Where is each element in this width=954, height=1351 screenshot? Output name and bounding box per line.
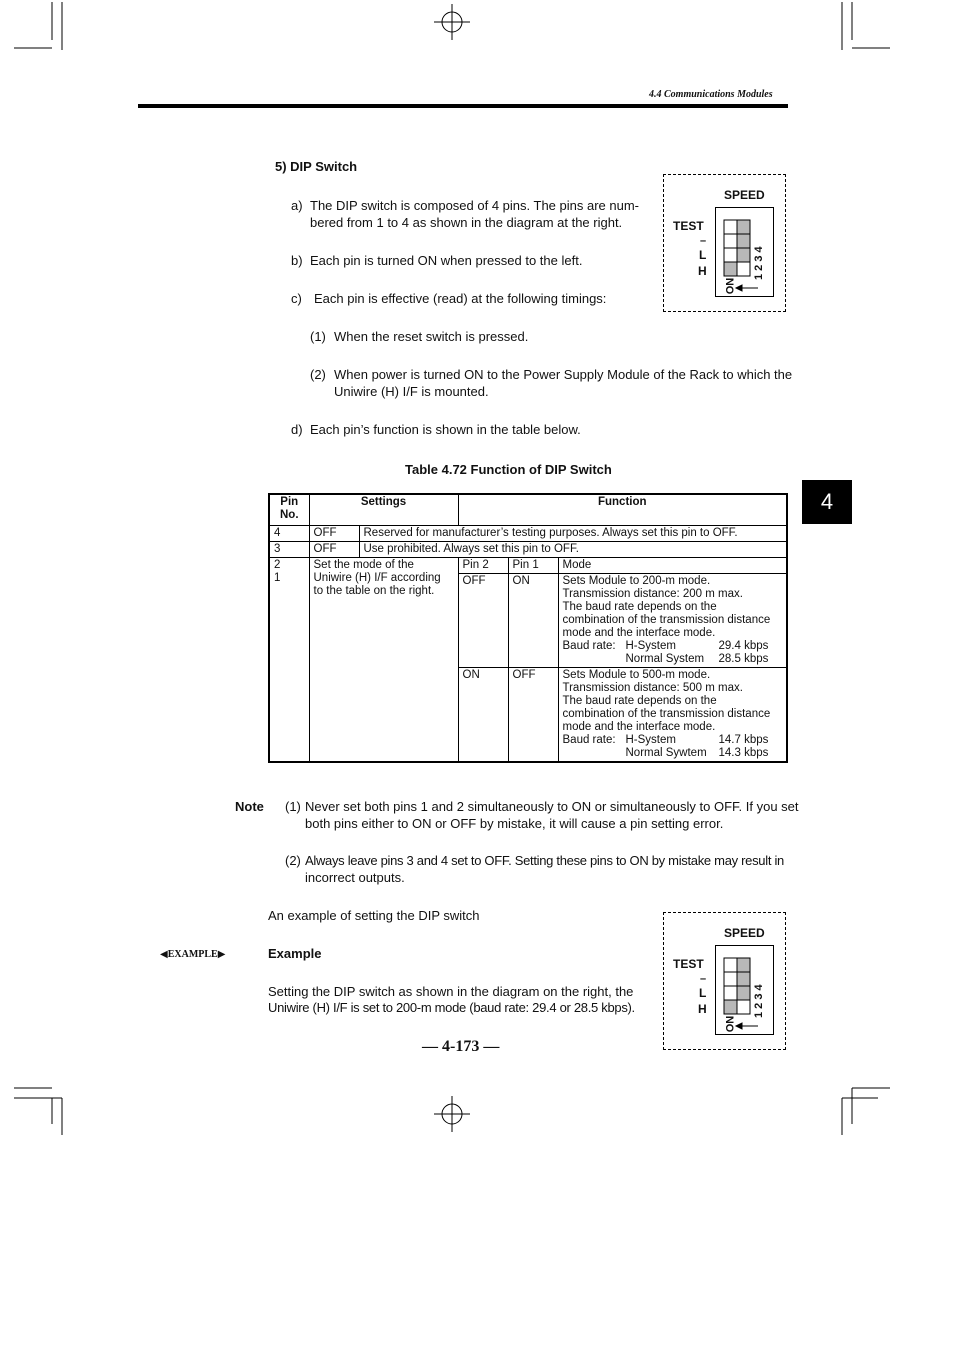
sub-header-pin-1: Pin 1 bbox=[508, 557, 558, 573]
mode-2-rate-1: 14.7 kbps bbox=[718, 733, 769, 746]
row-4-setting: OFF bbox=[309, 525, 359, 541]
header-pin-no bbox=[269, 494, 309, 525]
mode-2-line-3: The baud rate depends on the bbox=[562, 694, 717, 707]
row-4-function: Reserved for manufacturer’s testing purposes. Always set this pin to OFF. bbox=[359, 525, 787, 541]
row-21-pins bbox=[269, 557, 309, 762]
item-c2-text-2: Uniwire (H) I/F is mounted. bbox=[334, 384, 489, 399]
mode-1-line-3: The baud rate depends on the bbox=[562, 600, 717, 613]
mode-2-baud-row-1 bbox=[563, 734, 783, 747]
ex-pin-2-left bbox=[724, 986, 737, 1000]
pin-4-right bbox=[737, 220, 750, 234]
mode-2-pin-2: ON bbox=[458, 667, 508, 762]
triangle-left-icon: ◀ bbox=[160, 949, 168, 960]
example-text-2: Uniwire (H) I/F is set to 200-m mode (baud rate: 29.4 or 28.5 kbps). bbox=[268, 1000, 635, 1015]
mode-1-pin-2: OFF bbox=[458, 573, 508, 667]
mode-2-line-2: Transmission distance: 500 m max. bbox=[562, 681, 743, 694]
item-c2-label: (2) bbox=[310, 367, 326, 382]
pin-numbers: 1 2 3 4 bbox=[753, 246, 765, 280]
dip-switch-diagram bbox=[663, 174, 786, 312]
example-title: Example bbox=[268, 946, 322, 961]
example-test-label: TEST bbox=[673, 957, 704, 971]
note-1-label: (1) bbox=[285, 799, 301, 814]
pin-1-left bbox=[724, 262, 737, 276]
row-21-pin-1: 1 bbox=[274, 571, 281, 584]
mode-1-line-1: Sets Module to 200-m mode. bbox=[562, 574, 711, 587]
mode-2-rate-2: 14.3 kbps bbox=[718, 746, 769, 759]
pin-2-left bbox=[724, 248, 737, 262]
item-a-label: a) bbox=[291, 198, 303, 213]
mode-1-line-5: mode and the interface mode. bbox=[562, 626, 716, 639]
sub-header-pin-2: Pin 2 bbox=[458, 557, 508, 573]
item-c1-label: (1) bbox=[310, 329, 326, 344]
pin-2-right bbox=[737, 248, 750, 262]
table-row bbox=[269, 557, 787, 573]
page-number: — 4-173 — bbox=[422, 1038, 500, 1055]
mode-1-baud-row-2 bbox=[563, 653, 783, 666]
row-21-pin-2: 2 bbox=[274, 558, 281, 571]
header-rule bbox=[138, 104, 788, 108]
row-21-setting-2: Uniwire (H) I/F according bbox=[313, 571, 441, 584]
ex-pin-4-right bbox=[737, 958, 750, 972]
mode-1-system-2: Normal System bbox=[625, 652, 705, 665]
mode-2-line-4: combination of the transmission distance bbox=[562, 707, 771, 720]
row-4-pin: 4 bbox=[269, 525, 309, 541]
item-d-text: Each pin’s function is shown in the table below. bbox=[310, 422, 581, 437]
mode-2-pin-1: OFF bbox=[508, 667, 558, 762]
note-2-label: (2) bbox=[285, 853, 301, 868]
example-intro: An example of setting the DIP switch bbox=[268, 908, 480, 923]
diagram-speed-label: SPEED bbox=[724, 188, 765, 202]
example-l-label: L bbox=[699, 986, 707, 1000]
row-3-function: Use prohibited. Always set this pin to OFF. bbox=[359, 541, 787, 557]
mode-2-system-2: Normal Sywtem bbox=[625, 746, 707, 759]
ex-on-arrowhead bbox=[736, 1023, 742, 1029]
mode-1-line-2: Transmission distance: 200 m max. bbox=[562, 587, 743, 600]
table-row bbox=[269, 525, 787, 541]
example-dash-label: – bbox=[700, 973, 707, 985]
header-settings: Settings bbox=[309, 494, 458, 525]
table-header-row bbox=[269, 494, 787, 525]
mode-1-line-4: combination of the transmission distance bbox=[562, 613, 771, 626]
item-c-text: Each pin is effective (read) at the following timings: bbox=[314, 291, 607, 306]
on-label: ON bbox=[724, 277, 737, 295]
row-21-setting-1: Set the mode of the bbox=[313, 558, 414, 571]
diagram-h-label: H bbox=[698, 264, 707, 278]
diagram-dash-label: – bbox=[700, 235, 707, 247]
item-c2-text-1: When power is turned ON to the Power Supply Module of the Rack to which the bbox=[334, 367, 793, 382]
example-speed-label: SPEED bbox=[724, 926, 765, 940]
pin-1-right bbox=[737, 262, 750, 276]
header-pin-1: Pin bbox=[280, 496, 299, 508]
header-function: Function bbox=[458, 494, 787, 525]
mode-1-rate-1: 29.4 kbps bbox=[718, 639, 769, 652]
diagram-l-label: L bbox=[699, 248, 707, 262]
ex-pin-3-left bbox=[724, 972, 737, 986]
pin-3-left bbox=[724, 234, 737, 248]
mode-1-rate-2: 28.5 kbps bbox=[718, 652, 769, 665]
mode-2-baud-label: Baud rate: bbox=[562, 733, 616, 746]
mode-2-description bbox=[558, 667, 787, 762]
example-text-1: Setting the DIP switch as shown in the diagram on the right, the bbox=[268, 984, 634, 999]
mode-1-pin-1: ON bbox=[508, 573, 558, 667]
note-2-text-2: incorrect outputs. bbox=[305, 870, 405, 885]
example-tag bbox=[160, 945, 225, 960]
item-a-text-2: bered from 1 to 4 as shown in the diagram at the right. bbox=[310, 215, 623, 230]
section-title: 5) DIP Switch bbox=[275, 159, 358, 174]
mode-1-baud-label: Baud rate: bbox=[562, 639, 616, 652]
item-b-label: b) bbox=[291, 253, 303, 268]
item-c-label: c) bbox=[291, 291, 302, 306]
table-caption: Table 4.72 Function of DIP Switch bbox=[405, 462, 612, 477]
note-1-text-2: both pins either to ON or OFF by mistake, it will cause a pin setting error. bbox=[305, 816, 724, 831]
ex-pin-4-left bbox=[724, 958, 737, 972]
mode-2-baud-row-2 bbox=[563, 747, 783, 760]
ex-pin-2-right bbox=[737, 986, 750, 1000]
example-on-label: ON bbox=[724, 1015, 737, 1033]
header-pin-2: No. bbox=[279, 509, 299, 521]
row-21-setting bbox=[309, 557, 458, 762]
row-21-setting-3: to the table on the right. bbox=[313, 584, 435, 597]
pin-4-left bbox=[724, 220, 737, 234]
switch-body bbox=[715, 207, 774, 297]
ex-pin-1-right bbox=[737, 1000, 750, 1014]
item-b-text: Each pin is turned ON when pressed to the left. bbox=[310, 253, 583, 268]
dip-function-table bbox=[268, 493, 788, 763]
ex-pin-3-right bbox=[737, 972, 750, 986]
ex-pin-1-left bbox=[724, 1000, 737, 1014]
sub-header-mode: Mode bbox=[558, 557, 787, 573]
row-3-setting: OFF bbox=[309, 541, 359, 557]
on-arrowhead bbox=[736, 285, 742, 291]
example-tag-label: EXAMPLE bbox=[167, 949, 218, 960]
row-3-pin: 3 bbox=[269, 541, 309, 557]
mode-1-description bbox=[558, 573, 787, 667]
example-h-label: H bbox=[698, 1002, 707, 1016]
note-2-text-1: Always leave pins 3 and 4 set to OFF. Setting these pins to ON by mistake may result in bbox=[305, 853, 784, 868]
item-c1-text: When the reset switch is pressed. bbox=[334, 329, 529, 344]
running-header: 4.4 Communications Modules bbox=[649, 89, 773, 100]
item-d-label: d) bbox=[291, 422, 303, 437]
pin-3-right bbox=[737, 234, 750, 248]
mode-2-line-1: Sets Module to 500-m mode. bbox=[562, 668, 711, 681]
mode-1-system-1: H-System bbox=[625, 639, 676, 652]
mode-2-line-5: mode and the interface mode. bbox=[562, 720, 716, 733]
diagram-test-label: TEST bbox=[673, 219, 704, 233]
note-label: Note bbox=[235, 799, 264, 814]
note-1-text-1: Never set both pins 1 and 2 simultaneously to ON or simultaneously to OFF. If you set bbox=[305, 799, 799, 814]
chapter-tab: 4 bbox=[802, 480, 852, 524]
mode-1-baud-row-1 bbox=[563, 640, 783, 653]
example-dip-diagram bbox=[663, 912, 786, 1050]
table-row bbox=[269, 541, 787, 557]
item-a-text-1: The DIP switch is composed of 4 pins. The pins are num- bbox=[310, 198, 640, 213]
triangle-right-icon: ▶ bbox=[217, 949, 226, 960]
mode-2-system-1: H-System bbox=[625, 733, 676, 746]
example-switch-body bbox=[715, 945, 774, 1035]
example-pin-numbers: 1 2 3 4 bbox=[753, 984, 765, 1018]
